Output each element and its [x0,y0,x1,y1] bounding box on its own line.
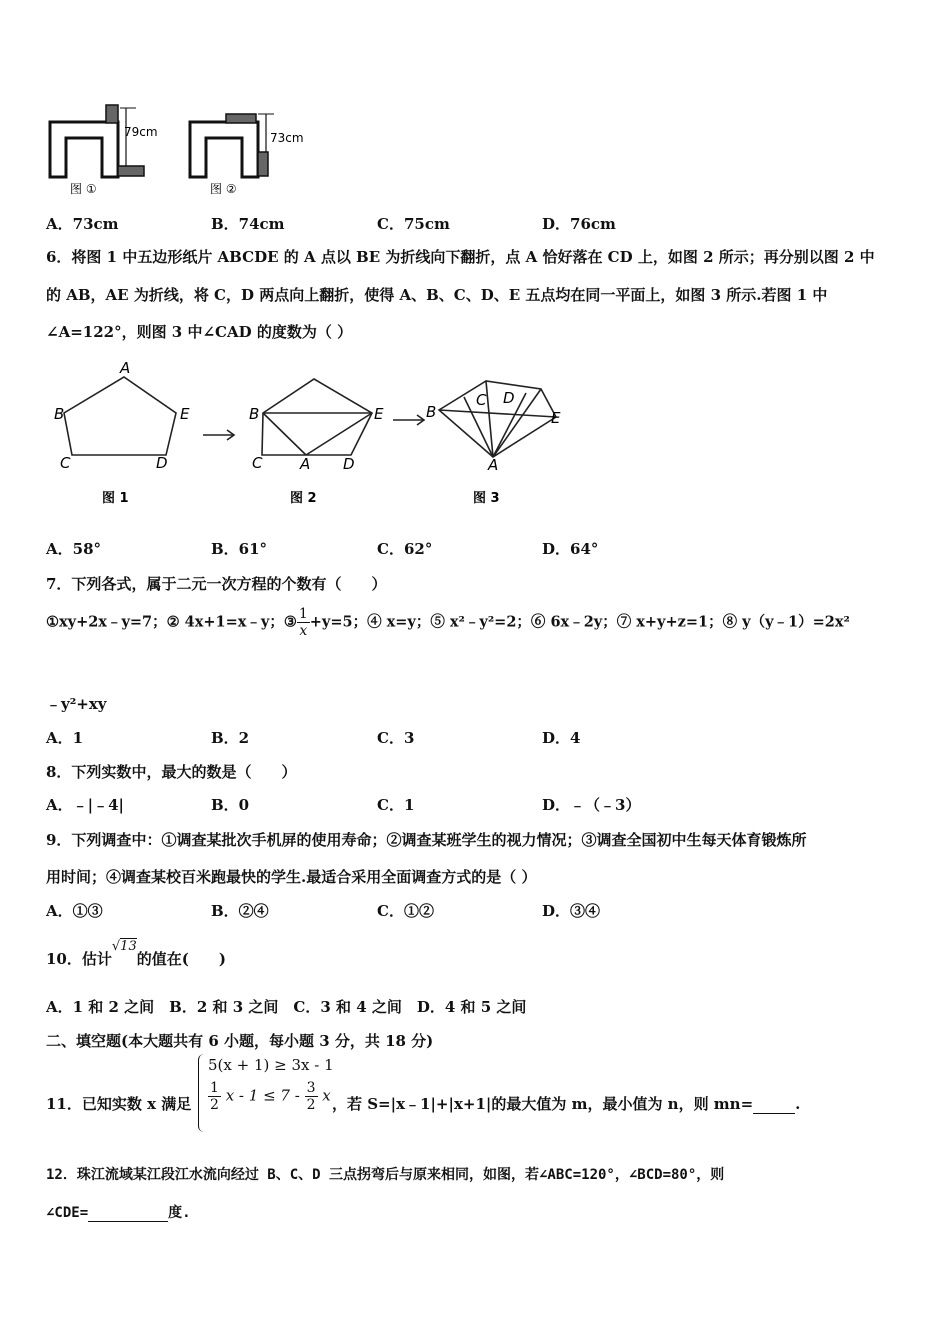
q9-option-b[interactable]: B．②④ [211,902,269,920]
q11-answer-blank[interactable] [753,1095,795,1114]
fig1-label-c: C [60,454,71,472]
q12-answer-blank[interactable] [88,1205,168,1222]
q9-option-c[interactable]: C．①② [377,902,434,920]
fig2-label-a: A [300,455,311,473]
q5-fig1-dimension: 79cm [124,125,158,139]
fig3-label-b: B [426,403,437,421]
fig2-pentagon [262,379,372,455]
q8-option-b[interactable]: B．0 [211,796,250,814]
section2-title: 二、填空题(本大题共有 6 小题，每小题 3 分，共 18 分) [46,1032,434,1050]
fig3-label-c: C [476,391,487,409]
q7-eq-part1: ①xy+2x﹣y=7；② 4x+1=x﹣y；③ [46,613,297,631]
q5-fig2-caption: 图 ② [210,182,237,196]
fig1-label-e: E [180,405,190,423]
q12-stem-after: 度. [168,1205,191,1221]
q11-ineq2-mid: x - 1 ≤ 7 - [225,1086,300,1105]
q7-equations [46,606,850,639]
fig3-label-e: E [551,409,561,427]
q6-option-a[interactable]: A．58° [46,540,102,558]
fig1-label-a: A [120,359,131,377]
q8-option-a[interactable]: A．﹣|﹣4| [46,796,124,814]
fig1-label-b: B [54,405,65,423]
q5-figure-2 [186,100,326,200]
q10-radical: √13 [111,939,137,954]
q6-option-c[interactable]: C．62° [377,540,433,558]
q5-option-b[interactable]: B．74cm [211,215,285,233]
q11-stem-before: 11．已知实数 x 满足 [46,1095,192,1113]
fig2-label-c: C [252,454,263,472]
q7-frac-num: 1 [298,606,308,622]
q5-option-d[interactable]: D．76cm [542,215,616,233]
q10-stem-before: 10．估计 [46,950,112,968]
q11-stem-end: . [795,1095,801,1113]
q7-eq-part2: +y=5；④ x=y；⑤ x²﹣y²=2；⑥ 6x﹣2y；⑦ x+y+z=1；⑧ y（y﹣1）=2x² [309,613,850,631]
q10-stem [46,939,226,969]
fig3-label-d: D [503,389,515,407]
fig3-label-a: A [488,456,499,474]
q7-stem: 7．下列各式，属于二元一次方程的个数有（ ） [46,575,387,593]
fig2-label-b: B [249,405,260,423]
q11-stem-after-wrap [332,1093,800,1114]
fig2-label-d: D [343,455,355,473]
q11-frac1-num: 1 [210,1080,219,1096]
q11-system [200,1056,334,1113]
q11-frac1-den: 2 [210,1097,219,1113]
q10-options[interactable]: A．1 和 2 之间 B．2 和 3 之间 C．3 和 4 之间 D．4 和 5 之间 [46,998,527,1016]
q6-figures [46,355,586,515]
q12-stem-before: ∠CDE= [46,1205,89,1221]
fig3-caption: 图 3 [473,491,500,506]
q9-option-a[interactable]: A．①③ [46,902,103,920]
q11-frac2-num: 3 [306,1080,316,1096]
q5-fig2-dimension: 73cm [270,131,304,145]
q11-ineq1: 5(x + 1) ≥ 3x - 1 [208,1056,334,1074]
q10-radicand: 13 [120,939,137,954]
fig1-caption: 图 1 [102,491,129,506]
q5-fig1-caption: 图 ① [70,182,97,196]
q8-stem: 8．下列实数中，最大的数是（ ） [46,763,297,781]
q7-option-c[interactable]: C．3 [377,729,415,747]
q9-stem-line2: 用时间；④调查某校百米跑最快的学生.最适合采用全面调查方式的是（ ） [46,868,537,886]
q6-option-b[interactable]: B．61° [211,540,268,558]
q5-option-a[interactable]: A．73cm [46,215,119,233]
q6-stem-line1: 6．将图 1 中五边形纸片 ABCDE 的 A 点以 BE 为折线向下翻折，点 A 恰好落在 CD 上，如图 2 所示；再分别以图 2 中 [46,248,875,266]
q7-option-a[interactable]: A．1 [46,729,84,747]
fig2-label-e: E [374,405,384,423]
q6-stem-line2: 的 AB，AE 为折线，将 C，D 两点向上翻折，使得 A、B、C、D、E 五点均在同一平面上，如图 3 所示.若图 1 中 [46,286,828,304]
fig2-caption: 图 2 [290,491,317,506]
q11-frac2-den: 2 [306,1097,316,1113]
fig1-label-d: D [156,454,168,472]
q12-stem-line2 [46,1202,191,1222]
q7-frac-den: x [299,623,308,639]
fig1-pentagon [64,377,176,455]
q12-stem-line1: 12．珠江流域某江段江水流向经过 B、C、D 三点拐弯后与原来相同，如图，若∠ABC=120°，∠BCD=80°，则 [46,1167,725,1183]
q8-option-d[interactable]: D．﹣（﹣3） [542,796,641,814]
q11-ineq2-end: x [322,1086,331,1105]
q9-stem-line1: 9．下列调查中：①调查某批次手机屏的使用寿命；②调查某班学生的视力情况；③调查全国初中生每天体育锻炼所 [46,831,807,849]
q11-stem-after: ，若 S=|x﹣1|+|x+1|的最大值为 m，最小值为 n，则 mn= [332,1095,754,1113]
q6-option-d[interactable]: D．64° [542,540,599,558]
q7-eq-continued: ﹣y²+xy [46,695,107,713]
q6-stem-line3: ∠A=122°，则图 3 中∠CAD 的度数为（ ） [46,323,353,341]
q10-stem-after: 的值在( ) [136,950,226,968]
q5-figure-1 [46,100,176,200]
q7-fraction [297,606,310,639]
q8-option-c[interactable]: C．1 [377,796,415,814]
q9-option-d[interactable]: D．③④ [542,902,601,920]
q7-option-d[interactable]: D．4 [542,729,581,747]
q5-option-c[interactable]: C．75cm [377,215,450,233]
q7-option-b[interactable]: B．2 [211,729,250,747]
q11-ineq2 [200,1080,334,1113]
